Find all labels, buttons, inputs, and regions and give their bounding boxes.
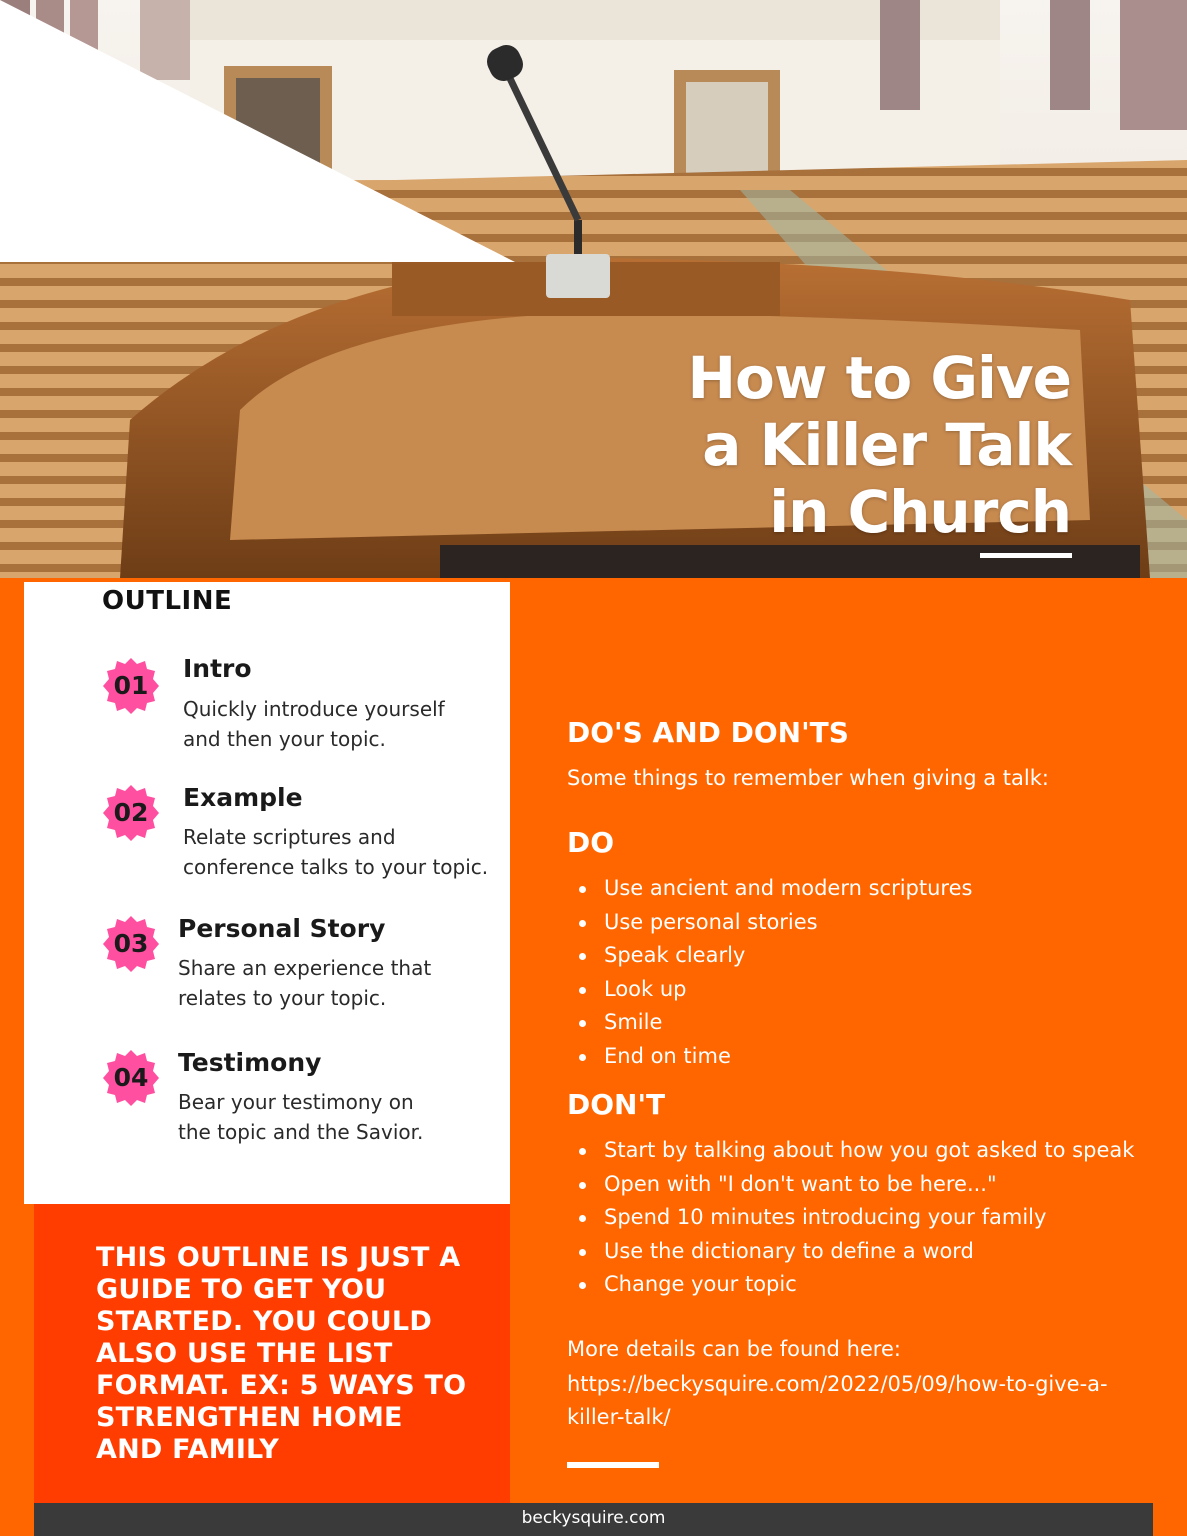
note-line: ALSO USE THE LIST [96,1338,393,1369]
step-badge-4 [102,1049,160,1107]
section-underline [567,1462,659,1468]
step-badge-2 [102,784,160,842]
more-details-label: More details can be found here: [567,1337,901,1361]
title-line-2: a Killer Talk [702,411,1071,479]
note-line: AND FAMILY [96,1434,280,1465]
dont-item: Spend 10 minutes introducing your family [567,1201,1134,1235]
step-title: Testimony [178,1048,322,1077]
step-number: 04 [113,1063,149,1092]
step-title: Example [183,783,303,812]
footer-bar [34,1503,1153,1536]
step-desc-line: Relate scriptures and [183,825,396,849]
dont-item: Start by talking about how you got asked to speak [567,1134,1134,1168]
white-diagonal-shape [0,0,520,262]
dont-item: Change your topic [567,1268,1134,1302]
dont-list [567,1134,1134,1302]
note-line: STARTED. YOU COULD [96,1306,432,1337]
do-item: Use personal stories [567,906,972,940]
note-line: GUIDE TO GET YOU [96,1274,387,1305]
title-line-1: How to Give [687,344,1071,412]
title-line-3: in Church [769,478,1071,546]
do-item: End on time [567,1040,972,1074]
title-underline [980,553,1072,558]
dos-donts-heading: DO'S AND DON'TS [567,716,849,749]
note-line: STRENGTHEN HOME [96,1402,403,1433]
note-text [96,1242,486,1466]
step-desc-line: the topic and the Savior. [178,1120,424,1144]
step-title: Intro [183,654,252,683]
details-link-line-2[interactable]: killer-talk/ [567,1405,671,1429]
step-desc-line: and then your topic. [183,727,386,751]
footer-site-link[interactable]: beckysquire.com [521,1508,666,1528]
note-line: THIS OUTLINE IS JUST A [96,1242,461,1273]
step-badge-3 [102,915,160,973]
step-desc-line: Bear your testimony on [178,1090,414,1114]
step-desc-line: Share an experience that [178,956,432,980]
step-badge-1 [102,657,160,715]
dos-donts-intro: Some things to remember when giving a talk: [567,766,1049,790]
step-title: Personal Story [178,914,386,943]
do-heading: DO [567,826,615,859]
do-item: Speak clearly [567,939,972,973]
do-item: Use ancient and modern scriptures [567,872,972,906]
dont-item: Open with "I don't want to be here..." [567,1168,1134,1202]
step-desc-line: Quickly introduce yourself [183,697,445,721]
dont-item: Use the dictionary to define a word [567,1235,1134,1269]
outline-heading: OUTLINE [102,586,233,616]
do-item: Look up [567,973,972,1007]
hero-photo [0,0,1187,578]
step-number: 03 [113,929,149,958]
do-item: Smile [567,1006,972,1040]
note-line: FORMAT. EX: 5 WAYS TO [96,1370,467,1401]
step-number: 02 [113,798,149,827]
step-desc-line: conference talks to your topic. [183,855,489,879]
details-link-line-1[interactable]: https://beckysquire.com/2022/05/09/how-to-give-a- [567,1372,1108,1396]
page-title [551,345,1071,546]
step-number: 01 [113,671,149,700]
do-list [567,872,972,1074]
step-desc-line: relates to your topic. [178,986,387,1010]
dont-heading: DON'T [567,1088,666,1121]
